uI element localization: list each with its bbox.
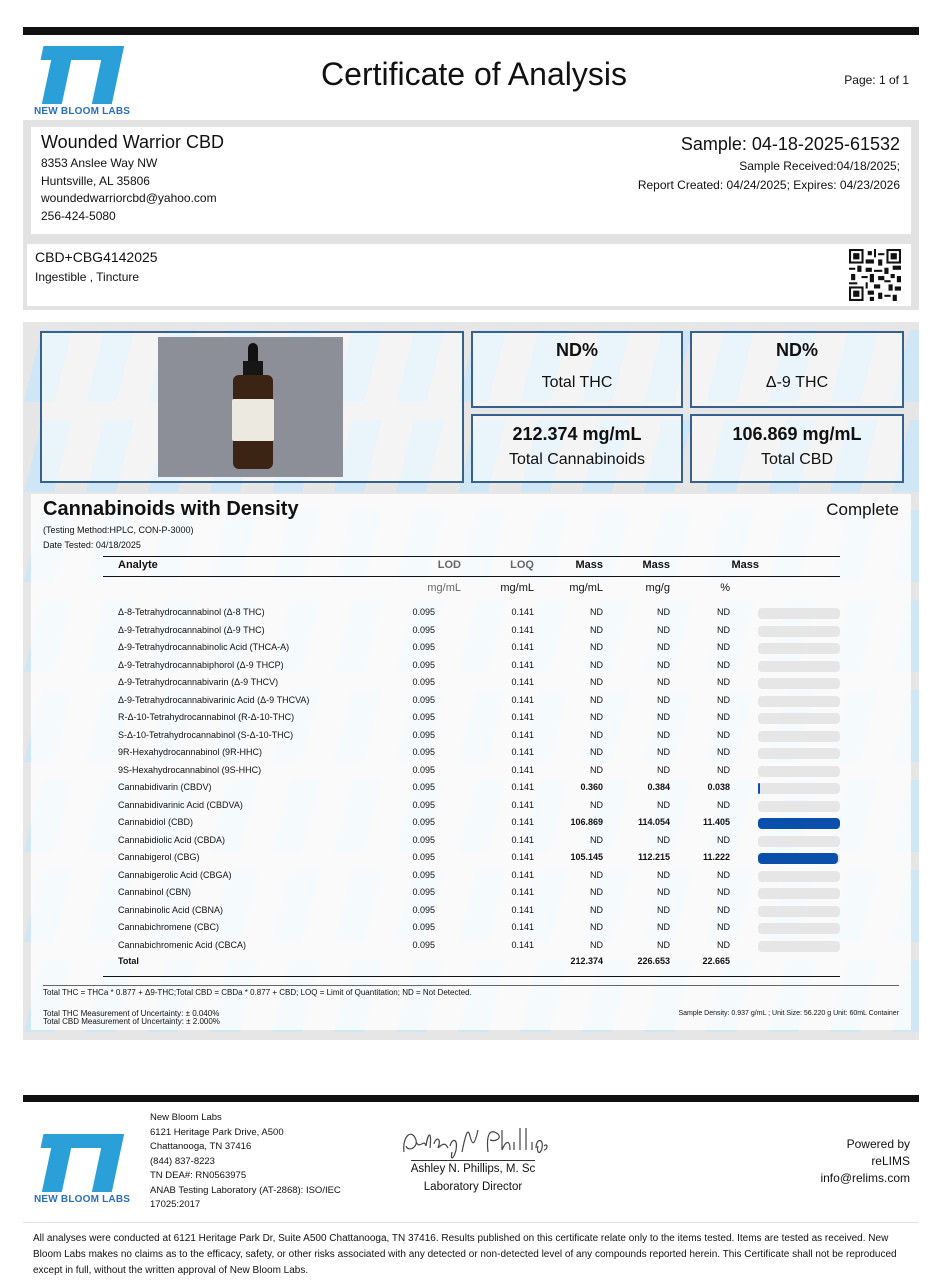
sample-received: Sample Received:04/18/2025; <box>739 159 900 173</box>
lab-address-line: (844) 837-8223 <box>150 1155 215 1167</box>
mass-pct-cell: ND <box>717 624 730 635</box>
level-bar-fill <box>758 783 760 794</box>
lab-address-line: Chattanooga, TN 37416 <box>150 1141 252 1152</box>
table-row <box>0 642 948 659</box>
mass-pct-cell: ND <box>717 834 730 845</box>
powered-by: Powered by <box>846 1137 910 1151</box>
mass-pct-cell: ND <box>717 694 730 705</box>
mass-mgml-cell: 0.360 <box>580 782 603 792</box>
thc-uncertainty: Total THC Measurement of Uncertainty: ± 0.040% <box>43 1009 220 1018</box>
total-cannabinoids-value: 212.374 mg/mL <box>512 424 642 444</box>
lod-cell: 0.095 <box>412 834 435 845</box>
lod-cell: 0.095 <box>412 747 435 757</box>
lab-address-line: TN DEA#: RN0563975 <box>150 1170 247 1181</box>
mass-mgml-cell: 106.869 <box>570 817 603 827</box>
unit-mass-mgg: mg/g <box>645 582 670 594</box>
analyte-cell: 9R-Hexahydrocannabinol (9R-HHC) <box>118 747 263 757</box>
mass-mgml-cell: ND <box>590 729 603 740</box>
mass-mgg-cell: 114.054 <box>637 817 670 827</box>
mass-pct-cell: ND <box>717 729 730 740</box>
mass-pct-cell: ND <box>717 799 730 810</box>
page-title: Certificate of Analysis <box>321 56 627 92</box>
level-bar-track <box>758 923 840 934</box>
level-bar-track <box>758 748 840 759</box>
analyte-cell: S-Δ-10-Tetrahydrocannabinol (S-Δ-10-THC) <box>118 729 294 740</box>
lod-cell: 0.095 <box>412 729 435 740</box>
powered-by-email[interactable]: info@relims.com <box>820 1171 910 1185</box>
mass-mgg-cell: ND <box>657 834 670 845</box>
mass-pct-cell: ND <box>717 939 730 950</box>
mass-pct-cell: ND <box>717 607 730 617</box>
level-bar-track <box>758 713 840 724</box>
loq-cell: 0.141 <box>511 607 534 617</box>
table-row <box>0 870 948 887</box>
mass-mgml-cell: ND <box>590 799 603 810</box>
mass-mgml-cell: ND <box>590 624 603 635</box>
client-address1: 8353 Anslee Way NW <box>41 156 158 170</box>
mass-pct-cell: ND <box>717 904 730 915</box>
loq-cell: 0.141 <box>511 712 534 722</box>
loq-cell: 0.141 <box>511 922 534 932</box>
loq-cell: 0.141 <box>511 939 534 950</box>
lod-cell: 0.095 <box>412 642 435 652</box>
unit-mass-pct: % <box>720 582 730 594</box>
analyte-cell: Cannabinolic Acid (CBNA) <box>118 904 224 915</box>
table-row <box>0 852 948 869</box>
mass-pct-cell: ND <box>717 747 730 757</box>
analyte-cell: Cannabigerolic Acid (CBGA) <box>118 869 232 880</box>
mass-pct-cell: 11.405 <box>702 817 730 827</box>
lod-cell: 0.095 <box>412 887 435 897</box>
level-bar-fill <box>758 853 838 864</box>
table-header-rule <box>103 576 840 577</box>
lod-cell: 0.095 <box>412 922 435 932</box>
mass-mgg-cell: ND <box>657 712 670 722</box>
unit-loq: mg/mL <box>500 582 534 594</box>
cbd-uncertainty: Total CBD Measurement of Uncertainty: ± 2.000% <box>43 1017 220 1026</box>
level-bar-track <box>758 888 840 899</box>
mass-mgg-cell: ND <box>657 939 670 950</box>
footer-rule <box>23 1095 919 1102</box>
mass-mgg-cell: 112.215 <box>637 852 670 862</box>
mass-mgg-cell: ND <box>657 642 670 652</box>
mass-mgg-cell: 0.384 <box>647 782 670 792</box>
loq-cell: 0.141 <box>511 624 534 635</box>
analyte-cell: Δ-8-Tetrahydrocannabinol (Δ-8 THC) <box>118 607 265 617</box>
table-row <box>0 922 948 939</box>
mass-mgml-cell: ND <box>590 677 603 687</box>
total-cbd-value: 106.869 mg/mL <box>732 424 862 444</box>
product-name: CBD+CBG4142025 <box>35 249 158 265</box>
date-tested: Date Tested: 04/18/2025 <box>43 540 141 550</box>
mass-mgml-cell: 105.145 <box>570 852 603 862</box>
lod-cell: 0.095 <box>412 712 435 722</box>
lod-cell: 0.095 <box>412 852 435 862</box>
table-row <box>0 607 948 624</box>
d9-thc-label: Δ-9 THC <box>765 374 829 391</box>
mass-mgg-cell: ND <box>657 887 670 897</box>
analyte-cell: Cannabidivarin (CBDV) <box>118 782 212 792</box>
mass-mgg-cell: ND <box>657 729 670 740</box>
formula-note: Total THC = THCa * 0.877 + Δ9-THC;Total CBD = CBDa * 0.877 + CBD; LOQ = Limit of Quantitation; ND = Not Detected. <box>43 988 472 997</box>
report-dates: Report Created: 04/24/2025; Expires: 04/23/2026 <box>637 178 900 192</box>
client-phone: 256-424-5080 <box>41 209 116 223</box>
loq-cell: 0.141 <box>511 764 534 775</box>
unit-mass-mgml: mg/mL <box>569 582 603 594</box>
loq-cell: 0.141 <box>511 729 534 740</box>
lab-address-line: 6121 Heritage Park Drive, A500 <box>150 1126 284 1138</box>
table-row <box>0 800 948 817</box>
total-thc-label: Total THC <box>541 374 613 391</box>
footer-logo-text: NEW BLOOM LABS <box>34 1194 131 1205</box>
mass-mgml-cell: ND <box>590 939 603 950</box>
product-type: Ingestible , Tincture <box>35 270 140 284</box>
analyte-cell: Cannabichromene (CBC) <box>118 922 220 932</box>
col-header-loq: LOQ <box>510 559 534 571</box>
mass-mgml-cell: ND <box>590 887 603 897</box>
testing-method: (Testing Method:HPLC, CON-P-3000) <box>43 525 194 535</box>
level-bar-track <box>758 731 840 742</box>
client-name: Wounded Warrior CBD <box>41 132 225 152</box>
table-row <box>0 660 948 677</box>
level-bar-track <box>758 853 840 864</box>
mass-pct-cell: ND <box>717 659 730 670</box>
level-bar-track <box>758 766 840 777</box>
level-bar-track <box>758 643 840 654</box>
analyte-cell: Cannabidiol (CBD) <box>118 817 194 827</box>
footer-logo <box>34 1134 130 1205</box>
product-box <box>27 244 911 306</box>
level-bar-track <box>758 818 840 829</box>
mass-mgg-cell: ND <box>657 869 670 880</box>
lod-cell: 0.095 <box>412 764 435 775</box>
section-title: Cannabinoids with Density <box>43 498 299 520</box>
mass-mgg-cell: ND <box>657 747 670 757</box>
loq-cell: 0.141 <box>511 817 534 827</box>
level-bar-fill <box>758 818 840 829</box>
d9-thc-value: ND% <box>775 340 818 360</box>
table-row <box>0 940 948 957</box>
mass-mgg-cell: ND <box>657 624 670 635</box>
total-cannabinoids-label: Total Cannabinoids <box>508 451 646 468</box>
analyte-cell: Cannabichromenic Acid (CBCA) <box>118 939 247 950</box>
mass-pct-cell: ND <box>717 642 730 652</box>
table-row <box>0 695 948 712</box>
analyte-cell: Cannabidivarinic Acid (CBDVA) <box>118 799 243 810</box>
loq-cell: 0.141 <box>511 869 534 880</box>
lod-cell: 0.095 <box>412 817 435 827</box>
total-thc-value: ND% <box>555 340 598 360</box>
mass-mgml-cell: ND <box>590 834 603 845</box>
level-bar-track <box>758 906 840 917</box>
disclaimer: All analyses were conducted at 6121 Heritage Park Dr, Suite A500 Chattanooga, TN 37416. Results published on this certificate relate only to the items tested. Items are tested as received. New Bloom Labs makes no claims as to the efficacy, safety, or other risks associated with any detected or non-detected level of any compounds reported herein. This Certificate shall not be reproduced except in full, without the written approval of New Bloom Labs. <box>33 1233 897 1276</box>
table-row <box>0 677 948 694</box>
total-mgg: 226.653 <box>637 956 670 966</box>
signer-title: Laboratory Director <box>423 1181 523 1193</box>
table-row <box>0 905 948 922</box>
mass-mgg-cell: ND <box>657 799 670 810</box>
loq-cell: 0.141 <box>511 887 534 897</box>
mass-pct-cell: ND <box>717 869 730 880</box>
mass-mgml-cell: ND <box>590 869 603 880</box>
mass-mgml-cell: ND <box>590 922 603 932</box>
qr-code-icon[interactable] <box>849 249 901 301</box>
level-bar-track <box>758 661 840 672</box>
analyte-cell: Δ-9-Tetrahydrocannabivarinic Acid (Δ-9 THCVA) <box>118 694 310 705</box>
col-header-analyte: Analyte <box>118 559 158 571</box>
level-bar-track <box>758 608 840 619</box>
col-header-mass-mgml: Mass <box>575 559 603 571</box>
mass-mgml-cell: ND <box>590 747 603 757</box>
level-bar-track <box>758 626 840 637</box>
analyte-cell: Δ-9-Tetrahydrocannabiphorol (Δ-9 THCP) <box>118 659 284 670</box>
mass-mgg-cell: ND <box>657 764 670 775</box>
level-bar-track <box>758 941 840 952</box>
table-row <box>0 765 948 782</box>
mass-mgg-cell: ND <box>657 659 670 670</box>
total-pct: 22.665 <box>702 956 730 966</box>
table-row <box>0 817 948 834</box>
lod-cell: 0.095 <box>412 782 435 792</box>
lab-address-line: ANAB Testing Laboratory (AT-2868): ISO/IEC <box>150 1184 341 1196</box>
lod-cell: 0.095 <box>412 869 435 880</box>
powered-by-brand: reLIMS <box>871 1154 910 1168</box>
col-header-mass-mgg: Mass <box>642 559 670 571</box>
mass-mgml-cell: ND <box>590 694 603 705</box>
mass-pct-cell: ND <box>717 712 730 722</box>
lod-cell: 0.095 <box>412 939 435 950</box>
mass-pct-cell: 11.222 <box>702 852 730 862</box>
analyte-cell: Cannabidiolic Acid (CBDA) <box>118 834 226 845</box>
mass-pct-cell: 0.038 <box>707 782 730 792</box>
footer-logo-mark-icon <box>42 1134 118 1192</box>
col-header-mass-pct: Mass <box>731 559 759 571</box>
client-email: woundedwarriorcbd@yahoo.com <box>41 191 217 205</box>
mass-mgml-cell: ND <box>590 712 603 722</box>
table-row <box>0 712 948 729</box>
mass-mgg-cell: ND <box>657 694 670 705</box>
total-cbd-label: Total CBD <box>760 451 834 468</box>
loq-cell: 0.141 <box>511 834 534 845</box>
loq-cell: 0.141 <box>511 747 534 757</box>
mass-mgg-cell: ND <box>657 922 670 932</box>
table-row <box>0 782 948 799</box>
loq-cell: 0.141 <box>511 642 534 652</box>
mass-pct-cell: ND <box>717 677 730 687</box>
lod-cell: 0.095 <box>412 607 435 617</box>
lab-address-line: 17025:2017 <box>150 1199 201 1210</box>
disclaimer-rule <box>23 1222 919 1223</box>
table-row <box>0 887 948 904</box>
analyte-cell: R-Δ-10-Tetrahydrocannabinol (R-Δ-10-THC) <box>118 712 295 722</box>
loq-cell: 0.141 <box>511 694 534 705</box>
unit-lod: mg/mL <box>427 582 461 594</box>
page-number: Page: 1 of 1 <box>844 73 909 87</box>
loq-cell: 0.141 <box>511 799 534 810</box>
col-header-lod: LOD <box>437 559 461 571</box>
analyte-cell: Cannabinol (CBN) <box>118 887 192 897</box>
sample-photo[interactable] <box>158 337 343 477</box>
analyte-cell: 9S-Hexahydrocannabinol (9S-HHC) <box>118 764 262 775</box>
analyte-cell: Δ-9-Tetrahydrocannabinolic Acid (THCA-A) <box>118 642 290 652</box>
level-bar-track <box>758 871 840 882</box>
mass-pct-cell: ND <box>717 887 730 897</box>
lod-cell: 0.095 <box>412 677 435 687</box>
signature-line <box>411 1160 535 1161</box>
loq-cell: 0.141 <box>511 782 534 792</box>
table-row <box>0 625 948 642</box>
mass-mgml-cell: ND <box>590 659 603 670</box>
signer-name: Ashley N. Phillips, M. Sc <box>410 1163 536 1175</box>
signature <box>398 1122 550 1162</box>
mass-mgg-cell: ND <box>657 677 670 687</box>
section-status: Complete <box>826 500 899 519</box>
sample-density: Sample Density: 0.937 g/mL ; Unit Size: 56.220 g Unit: 60mL Container <box>678 1010 899 1017</box>
table-row <box>0 747 948 764</box>
table-row <box>0 730 948 747</box>
level-bar-track <box>758 678 840 689</box>
mass-mgml-cell: ND <box>590 642 603 652</box>
loq-cell: 0.141 <box>511 852 534 862</box>
level-bar-track <box>758 836 840 847</box>
lod-cell: 0.095 <box>412 624 435 635</box>
table-top-rule <box>103 556 840 557</box>
analyte-cell: Cannabigerol (CBG) <box>118 852 200 862</box>
table-row <box>0 835 948 852</box>
client-address2: Huntsville, AL 35806 <box>41 174 150 188</box>
analyte-cell: Δ-9-Tetrahydrocannabivarin (Δ-9 THCV) <box>118 677 279 687</box>
lod-cell: 0.095 <box>412 799 435 810</box>
mass-pct-cell: ND <box>717 764 730 775</box>
notes-rule <box>43 985 899 986</box>
sample-id: Sample: 04-18-2025-61532 <box>680 134 900 154</box>
level-bar-track <box>758 801 840 812</box>
mass-mgg-cell: ND <box>657 904 670 915</box>
mass-mgml-cell: ND <box>590 607 603 617</box>
table-bottom-rule <box>103 976 840 977</box>
lod-cell: 0.095 <box>412 694 435 705</box>
level-bar-track <box>758 783 840 794</box>
total-mgml: 212.374 <box>570 956 603 966</box>
mass-mgml-cell: ND <box>590 904 603 915</box>
level-bar-track <box>758 696 840 707</box>
logo-text: NEW BLOOM LABS <box>34 106 131 117</box>
loq-cell: 0.141 <box>511 904 534 915</box>
lab-address-line: New Bloom Labs <box>150 1112 222 1123</box>
analyte-cell: Δ-9-Tetrahydrocannabinol (Δ-9 THC) <box>118 624 265 635</box>
lod-cell: 0.095 <box>412 904 435 915</box>
mass-mgml-cell: ND <box>590 764 603 775</box>
mass-mgg-cell: ND <box>657 607 670 617</box>
loq-cell: 0.141 <box>511 659 534 670</box>
table-total-row <box>0 956 948 973</box>
top-rule <box>23 27 919 35</box>
mass-pct-cell: ND <box>717 922 730 932</box>
total-label: Total <box>118 956 139 966</box>
loq-cell: 0.141 <box>511 677 534 687</box>
lod-cell: 0.095 <box>412 659 435 670</box>
